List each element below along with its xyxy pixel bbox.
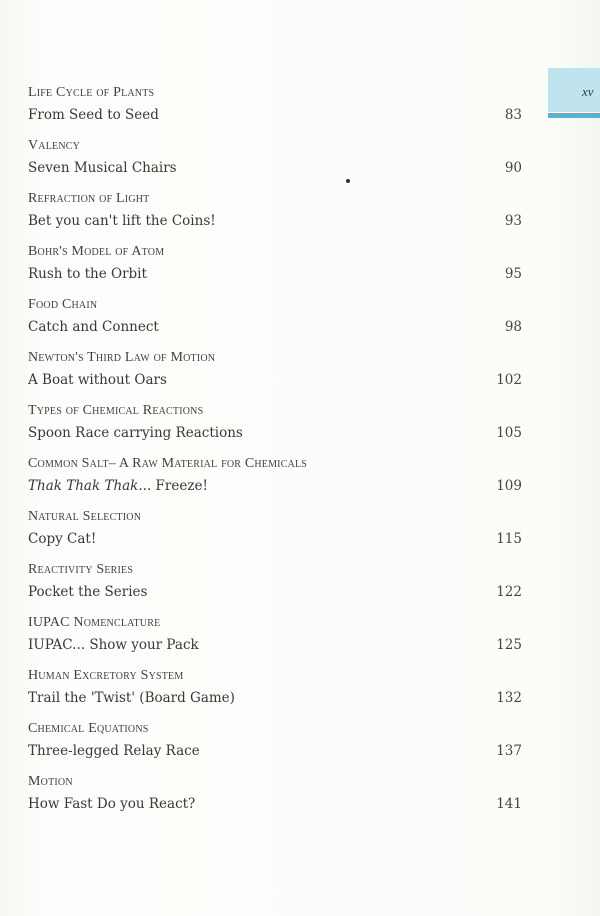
entry-title: A Boat without Oars — [28, 372, 167, 388]
page-number-tab-rule — [548, 113, 600, 118]
entry-topic: Types of Chemical Reactions — [28, 403, 204, 418]
entry-topic: Newton's Third Law of Motion — [28, 350, 216, 365]
toc-entry — [28, 561, 538, 614]
toc-entry — [28, 84, 538, 137]
toc-entry — [28, 667, 538, 720]
entry-title: How Fast Do you React? — [28, 796, 196, 812]
entry-page-number: 98 — [504, 319, 522, 335]
toc-entry — [28, 349, 538, 402]
entry-topic: Valency — [28, 138, 81, 153]
entry-topic: Chemical Equations — [28, 721, 149, 736]
entry-title: Bet you can't lift the Coins! — [28, 213, 216, 229]
entry-page-number: 141 — [496, 796, 522, 812]
entry-title: Three-legged Relay Race — [28, 743, 200, 759]
entry-title: Trail the 'Twist' (Board Game) — [28, 690, 235, 706]
entry-title — [28, 477, 208, 495]
entry-page-number: 132 — [496, 690, 522, 706]
toc-entry — [28, 137, 538, 190]
toc-entry — [28, 402, 538, 455]
entry-topic: Refraction of Light — [28, 191, 150, 206]
entry-page-number: 102 — [496, 372, 522, 388]
toc-entry — [28, 773, 538, 826]
toc-entry — [28, 614, 538, 667]
toc-entry — [28, 508, 538, 561]
page-number-label: xv — [582, 84, 594, 99]
entry-title: Copy Cat! — [28, 531, 97, 547]
entry-page-number: 115 — [496, 531, 522, 547]
entry-topic: Common Salt– A Raw Material for Chemicals — [28, 456, 308, 471]
toc-entry — [28, 720, 538, 773]
entry-title: IUPAC... Show your Pack — [28, 637, 199, 653]
entry-title: From Seed to Seed — [28, 107, 159, 123]
entry-title-italic: Thak Thak Thak... — [28, 478, 152, 494]
entry-page-number: 109 — [496, 478, 522, 494]
entry-title-rest: Freeze! — [151, 478, 208, 494]
entry-title: Pocket the Series — [28, 584, 148, 600]
entry-topic: IUPAC Nomenclature — [28, 615, 161, 630]
entry-page-number: 122 — [496, 584, 522, 600]
entry-topic: Natural Selection — [28, 509, 142, 524]
entry-page-number: 90 — [504, 160, 522, 176]
entry-topic: Reactivity Series — [28, 562, 134, 577]
entry-page-number: 83 — [504, 107, 522, 123]
entry-page-number: 125 — [496, 637, 522, 653]
toc-entry — [28, 296, 538, 349]
entry-page-number: 137 — [496, 743, 522, 759]
entry-topic: Life Cycle of Plants — [28, 85, 155, 100]
toc-entry — [28, 455, 538, 508]
entry-page-number: 105 — [496, 425, 522, 441]
entry-topic: Bohr's Model of Atom — [28, 244, 165, 259]
entry-topic: Human Excretory System — [28, 668, 184, 683]
toc-entry — [28, 190, 538, 243]
toc-entry — [28, 243, 538, 296]
entry-page-number: 95 — [504, 266, 522, 282]
entry-page-number: 93 — [504, 213, 522, 229]
entry-title: Seven Musical Chairs — [28, 160, 177, 176]
entry-title: Catch and Connect — [28, 319, 159, 335]
entry-title: Rush to the Orbit — [28, 266, 147, 282]
entry-topic: Motion — [28, 774, 73, 789]
entry-topic: Food Chain — [28, 297, 98, 312]
entry-title: Spoon Race carrying Reactions — [28, 425, 243, 441]
table-of-contents — [28, 84, 538, 826]
